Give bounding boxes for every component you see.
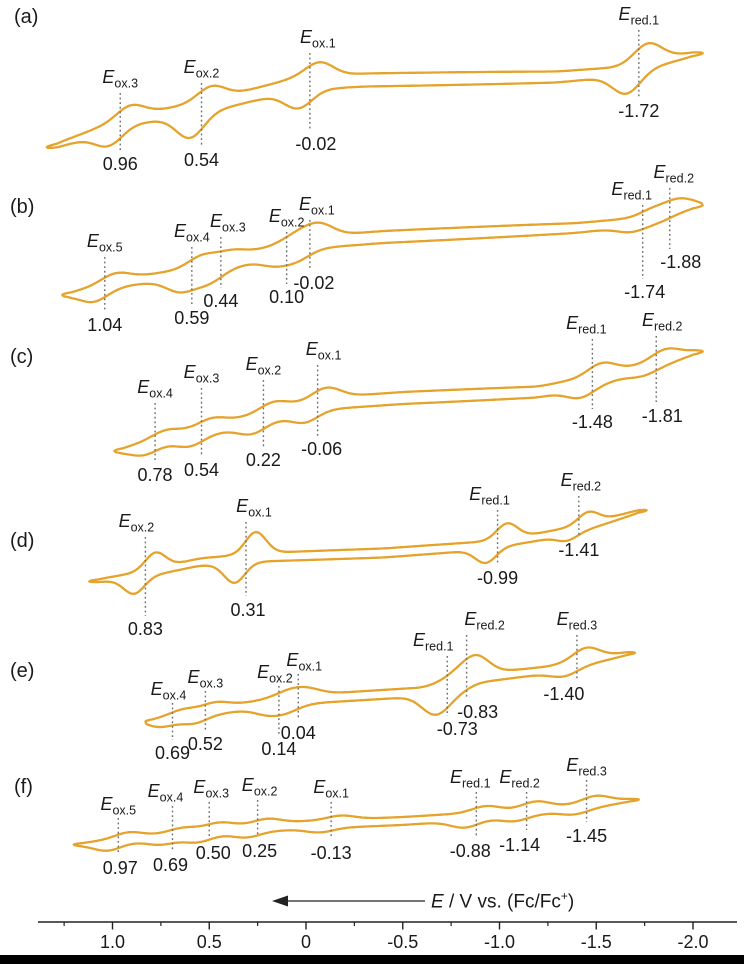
peak-subscript: ox.4 xyxy=(149,386,173,401)
peak-symbol: E xyxy=(566,755,579,775)
axis-title-text: / V vs. (Fc/Fc xyxy=(443,891,561,913)
peak-symbol: E xyxy=(174,221,187,241)
peak-value: 0.54 xyxy=(183,460,220,480)
peak-value: 0.83 xyxy=(127,619,163,639)
peak-value: 0.96 xyxy=(102,154,138,174)
peak-value: 0.44 xyxy=(203,291,239,311)
peak-value: 0.25 xyxy=(242,841,278,861)
peak-label xyxy=(313,778,349,801)
peak-subscript: ox.2 xyxy=(280,215,305,230)
peak-label xyxy=(119,512,155,535)
peak-label xyxy=(499,768,540,791)
peak-symbol: E xyxy=(118,511,131,531)
peak-label xyxy=(184,363,220,386)
peak-value: -1.41 xyxy=(558,540,600,560)
peak-subscript: ox.3 xyxy=(114,76,139,91)
peak-label xyxy=(151,680,187,703)
x-axis-tick-label: 0.5 xyxy=(196,932,222,952)
peak-subscript: red.3 xyxy=(568,618,598,633)
x-axis-tick-label: 0 xyxy=(300,932,312,952)
axis-title-superscript: + xyxy=(560,889,568,903)
peak-value: -1.74 xyxy=(624,282,666,302)
peak-subscript: ox.2 xyxy=(253,784,278,799)
peak-subscript: red.2 xyxy=(511,776,540,791)
peak-subscript: red.1 xyxy=(462,776,491,791)
peak-label xyxy=(210,212,246,235)
peak-value: 0.14 xyxy=(261,739,297,759)
peak-label xyxy=(148,782,184,805)
peak-value: -0.02 xyxy=(293,273,335,293)
peak-symbol: E xyxy=(450,767,463,787)
peak-value: 0.59 xyxy=(174,308,210,328)
peak-symbol: E xyxy=(641,310,654,330)
peak-value: -0.83 xyxy=(457,702,499,722)
peak-subscript: ox.1 xyxy=(317,348,342,363)
panel-letter: (e) xyxy=(10,660,35,682)
peak-symbol: E xyxy=(300,27,313,47)
peak-symbol: E xyxy=(183,362,196,382)
peak-value: 0.69 xyxy=(154,743,191,763)
peak-label xyxy=(611,180,652,203)
peak-label xyxy=(286,651,322,674)
x-axis-tick-label: -1.5 xyxy=(580,932,612,952)
peak-subscript: ox.1 xyxy=(312,36,336,51)
peak-subscript: ox.4 xyxy=(159,790,184,805)
peak-label xyxy=(174,222,210,245)
peak-value: 0.97 xyxy=(102,858,138,878)
peak-value: 0.31 xyxy=(230,600,266,620)
peak-subscript: red.2 xyxy=(665,171,695,186)
peak-label xyxy=(557,610,598,633)
peak-subscript: ox.1 xyxy=(248,505,272,520)
peak-symbol: E xyxy=(257,662,270,682)
peak-label xyxy=(102,68,138,91)
peak-symbol: E xyxy=(86,231,99,251)
panel-letter: (f) xyxy=(14,776,33,798)
peak-value: -0.73 xyxy=(436,719,478,739)
peak-subscript: red.1 xyxy=(481,493,510,508)
peak-value: -1.72 xyxy=(618,101,660,121)
peak-label xyxy=(566,314,607,337)
peak-symbol: E xyxy=(137,377,150,397)
peak-subscript: ox.4 xyxy=(162,688,187,703)
peak-label xyxy=(464,610,505,633)
panel-letter: (a) xyxy=(14,6,39,28)
peak-value: -0.06 xyxy=(301,439,343,459)
peak-value: 0.50 xyxy=(195,843,231,863)
peak-label xyxy=(188,668,224,691)
peak-symbol: E xyxy=(187,667,200,687)
peak-symbol: E xyxy=(147,781,160,801)
peak-subscript: ox.2 xyxy=(195,66,220,81)
peak-subscript: ox.1 xyxy=(298,659,323,674)
peak-symbol: E xyxy=(193,777,206,797)
peak-symbol: E xyxy=(566,313,579,333)
peak-label xyxy=(450,768,491,791)
peak-symbol: E xyxy=(313,777,326,797)
peak-subscript: ox.5 xyxy=(98,240,123,255)
x-axis-tick-label: -2.0 xyxy=(677,932,709,952)
peak-label xyxy=(299,195,335,218)
peak-symbol: E xyxy=(464,609,477,629)
peak-value: -1.45 xyxy=(566,826,608,846)
peak-symbol: E xyxy=(245,354,258,374)
peak-label xyxy=(413,631,454,654)
peak-symbol: E xyxy=(469,484,482,504)
peak-symbol: E xyxy=(268,206,281,226)
peak-symbol: E xyxy=(499,767,512,787)
peak-value: -1.48 xyxy=(571,412,613,432)
bottom-rule xyxy=(0,955,744,964)
peak-symbol: E xyxy=(653,162,666,182)
peak-symbol: E xyxy=(236,496,249,516)
peak-label xyxy=(561,471,602,494)
peak-label xyxy=(619,5,660,28)
peak-value: -0.13 xyxy=(310,843,352,863)
peak-value: -0.99 xyxy=(477,568,519,588)
peak-label xyxy=(306,340,342,363)
peak-symbol: E xyxy=(241,775,254,795)
peak-subscript: red.1 xyxy=(623,188,652,203)
peak-symbol: E xyxy=(618,4,631,24)
peak-symbol: E xyxy=(100,794,113,814)
peak-value: 0.52 xyxy=(187,734,223,754)
peak-label xyxy=(654,163,695,186)
axis-title-symbol: E xyxy=(431,891,444,913)
axis-title-close: ) xyxy=(567,891,575,913)
panel-letter: (b) xyxy=(10,196,35,218)
peak-value: -1.40 xyxy=(543,684,585,704)
peak-value: 0.04 xyxy=(280,723,316,743)
peak-symbol: E xyxy=(183,57,196,77)
peak-subscript: ox.1 xyxy=(325,786,349,801)
peak-symbol: E xyxy=(611,179,624,199)
peak-value: -1.14 xyxy=(499,835,541,855)
peak-label xyxy=(469,485,510,508)
peak-subscript: red.3 xyxy=(578,764,607,779)
peak-value: -1.81 xyxy=(641,406,683,426)
peak-subscript: red.1 xyxy=(425,639,454,654)
peak-value: 1.04 xyxy=(87,315,123,335)
peak-value: 0.54 xyxy=(183,150,220,170)
peak-subscript: ox.2 xyxy=(257,363,282,378)
peak-symbol: E xyxy=(299,194,312,214)
peak-label xyxy=(193,778,229,801)
peak-subscript: ox.3 xyxy=(222,220,246,235)
peak-subscript: ox.3 xyxy=(199,676,224,691)
peak-label xyxy=(137,378,173,401)
peak-subscript: red.1 xyxy=(578,322,607,337)
panel-letter: (c) xyxy=(10,346,34,368)
peak-value: -0.02 xyxy=(295,134,337,154)
peak-subscript: red.1 xyxy=(630,13,660,28)
peak-symbol: E xyxy=(102,67,115,87)
peak-label xyxy=(184,58,220,81)
peak-label xyxy=(300,28,336,51)
x-axis-title xyxy=(431,889,574,913)
peak-value: 0.69 xyxy=(152,855,189,875)
peak-value: 0.22 xyxy=(245,450,281,470)
peak-symbol: E xyxy=(412,630,426,650)
peak-subscript: red.2 xyxy=(653,319,683,334)
peak-subscript: red.2 xyxy=(572,479,602,494)
peak-value: 0.78 xyxy=(137,465,173,485)
peak-value: -1.88 xyxy=(660,252,702,272)
peak-label xyxy=(246,355,282,378)
peak-label xyxy=(87,232,123,255)
peak-symbol: E xyxy=(560,470,573,490)
peak-symbol: E xyxy=(305,339,318,359)
x-axis-tick-label: 1.0 xyxy=(99,932,126,952)
x-axis-tick-label: -1.0 xyxy=(483,932,516,952)
peak-symbol: E xyxy=(286,650,299,670)
peak-value: 0.10 xyxy=(269,287,305,307)
peak-symbol: E xyxy=(150,679,163,699)
panel-letter: (d) xyxy=(10,530,35,552)
peak-label xyxy=(100,795,136,818)
peak-symbol: E xyxy=(556,609,569,629)
peak-subscript: ox.3 xyxy=(195,371,220,386)
peak-subscript: ox.3 xyxy=(205,786,230,801)
peak-subscript: red.2 xyxy=(476,618,505,633)
peak-label xyxy=(566,756,607,779)
x-axis-tick-label: -0.5 xyxy=(387,932,419,952)
peak-subscript: ox.2 xyxy=(269,671,293,686)
peak-subscript: ox.1 xyxy=(311,203,335,218)
peak-symbol: E xyxy=(210,211,223,231)
peak-label xyxy=(642,311,683,334)
peak-subscript: ox.4 xyxy=(186,230,210,245)
peak-value: -0.88 xyxy=(449,841,491,861)
peak-subscript: ox.5 xyxy=(112,803,137,818)
peak-label xyxy=(236,497,272,520)
peak-subscript: ox.2 xyxy=(130,520,155,535)
peak-label xyxy=(242,776,278,799)
